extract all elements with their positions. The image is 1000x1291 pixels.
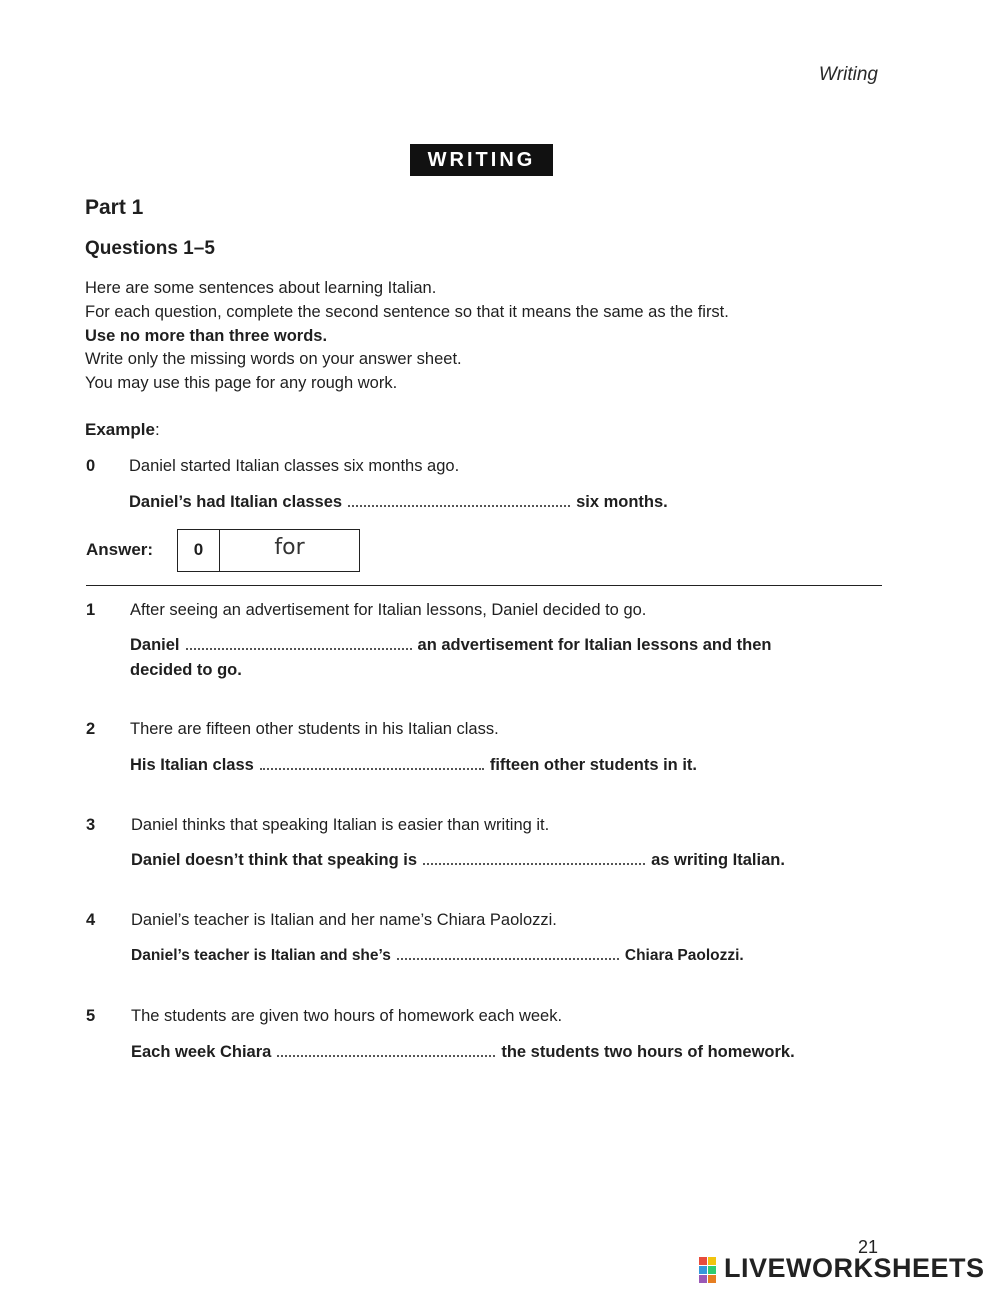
part-title: Part 1 xyxy=(85,196,144,219)
question-gap-sentence-line2: decided to go. xyxy=(130,661,242,679)
question-gap-sentence: His Italian class fifteen other students in it. xyxy=(130,756,697,774)
instructions xyxy=(85,277,729,396)
question-gap-sentence: Daniel doesn’t think that speaking is as writing Italian. xyxy=(131,851,785,869)
question-number: 4 xyxy=(86,911,96,929)
question-gap-sentence: Daniel’s teacher is Italian and she’s Chiara Paolozzi. xyxy=(131,947,744,964)
answer-word: for xyxy=(274,535,305,560)
watermark: LIVEWORKSHEETS xyxy=(724,1253,985,1283)
question-sentence: There are fifteen other students in his Italian class. xyxy=(130,720,499,738)
divider-line xyxy=(86,585,882,586)
example-label: Example: xyxy=(85,420,160,439)
questions-title: Questions 1–5 xyxy=(85,238,215,259)
example-number: 0 xyxy=(86,457,96,475)
liveworksheets-logo-icon xyxy=(699,1257,725,1283)
example-gap-sentence: Daniel’s had Italian classes six months. xyxy=(129,493,668,511)
answer-gap[interactable] xyxy=(186,638,412,650)
example-answer-box xyxy=(177,529,360,572)
question-gap-sentence: Daniel an advertisement for Italian lessons and then xyxy=(130,636,772,654)
answer-gap[interactable] xyxy=(423,853,645,865)
section-banner: WRITING xyxy=(410,144,553,176)
question-number: 3 xyxy=(86,816,96,834)
question-gap-sentence: Each week Chiara the students two hours of homework. xyxy=(131,1043,795,1061)
answer-gap[interactable] xyxy=(397,948,619,960)
answer-label: Answer: xyxy=(86,540,154,559)
instruction-line: Write only the missing words on your answer sheet. xyxy=(85,350,462,369)
question-number: 1 xyxy=(86,601,96,619)
answer-gap[interactable] xyxy=(277,1045,495,1057)
answer-gap[interactable] xyxy=(260,758,484,770)
running-head: Writing xyxy=(818,64,878,85)
instruction-line: Here are some sentences about learning Italian. xyxy=(85,279,437,297)
question-number: 5 xyxy=(86,1007,96,1025)
gap-dots xyxy=(348,495,570,507)
question-sentence: Daniel’s teacher is Italian and her name’s Chiara Paolozzi. xyxy=(131,911,557,929)
example-sentence: Daniel started Italian classes six months ago. xyxy=(129,457,460,475)
instruction-line: For each question, complete the second sentence so that it means the same as the first. xyxy=(85,302,729,321)
question-sentence: Daniel thinks that speaking Italian is easier than writing it. xyxy=(131,816,550,834)
question-sentence: After seeing an advertisement for Italian lessons, Daniel decided to go. xyxy=(130,601,647,619)
question-sentence: The students are given two hours of homework each week. xyxy=(131,1007,563,1025)
instruction-line-bold: Use no more than three words. xyxy=(85,326,328,345)
answer-number: 0 xyxy=(178,530,220,571)
instruction-line: You may use this page for any rough work. xyxy=(85,374,398,393)
question-number: 2 xyxy=(86,720,96,738)
page-number: 21 xyxy=(858,1237,879,1257)
